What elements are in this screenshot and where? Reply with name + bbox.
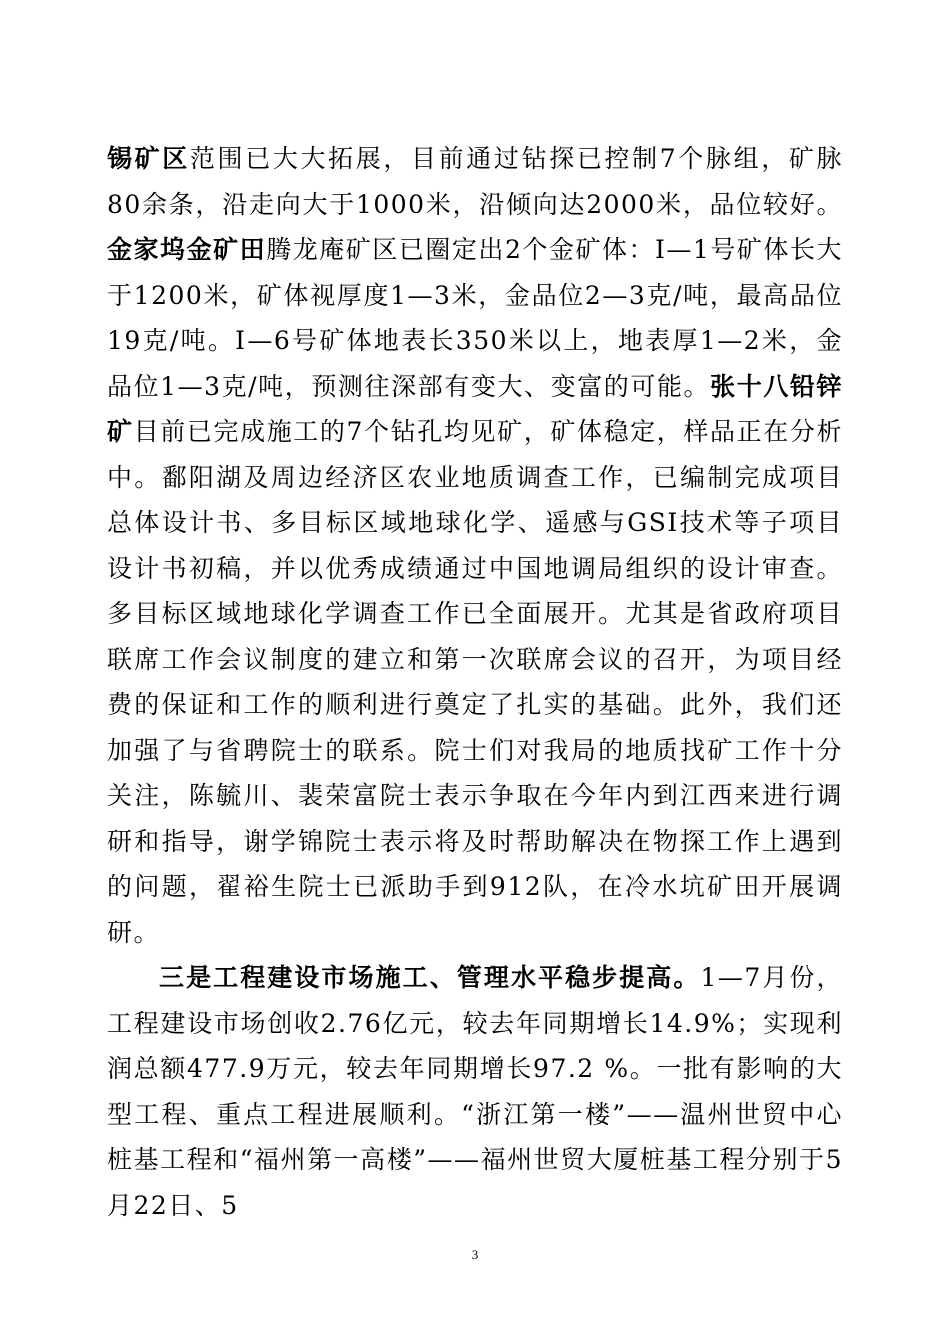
text-gold-field-details: 腾龙庵矿区已圈定出2个金矿体：Ⅰ—1号矿体长大于1200米，矿体视厚度1—3米，金品位2—3克/吨，最高品位19克/吨。Ⅰ—6号矿体地表长350米以上，地表厚1—2米，金品位1—3克/吨，预测往深部有变大、变富的可能。 xyxy=(107,235,843,401)
heading-engineering-construction: 三是工程建设市场施工、管理水平稳步提高。 xyxy=(159,963,701,992)
heading-jinjiawu-gold-field: 金家坞金矿田 xyxy=(107,235,267,264)
document-body xyxy=(107,136,843,1228)
paragraph-mineral-progress xyxy=(107,136,843,955)
text-tin-ore-details: 范围已大大拓展，目前通过钻探已控制7个脉组，矿脉80余条，沿走向大于1000米，沿倾向达2000米，品位较好。 xyxy=(107,144,843,219)
text-lead-zinc-and-survey: 目前已完成施工的7个钻孔均见矿，矿体稳定，样品正在分析中。鄱阳湖及周边经济区农业地质调查工作，已编制完成项目总体设计书、多目标区域地球化学、遥感与GSI技术等子项目设计书初稿，并以优秀成绩通过中国地调局组织的设计审查。多目标区域地球化学调查工作已全面展开。尤其是省政府项目联席工作会议制度的建立和第一次联席会议的召开，为项目经费的保证和工作的顺利进行奠定了扎实的基础。此外，我们还加强了与省聘院士的联系。院士们对我局的地质找矿工作十分关注，陈毓川、裴荣富院士表示争取在今年内到江西来进行调研和指导，谢学锦院士表示将及时帮助解决在物探工作上遇到的问题，翟裕生院士已派助手到912队，在冷水坑矿田开展调研。 xyxy=(107,417,843,947)
paragraph-engineering-market xyxy=(107,955,843,1228)
heading-tin-ore-district: 锡矿区 xyxy=(107,144,190,173)
heading-zhangshiba-lead-zinc: 张十八铅锌矿 xyxy=(107,371,843,446)
text-engineering-details: 1—7月份，工程建设市场创收2.76亿元，较去年同期增长14.9%；实现利润总额477.9万元，较去年同期增长97.2 %。一批有影响的大型工程、重点工程进展顺利。“浙江第一楼”——温州世贸中心桩基工程和“福州第一高楼”——福州世贸大厦桩基工程分别于5月22日、5 xyxy=(107,963,843,1220)
page-number: 3 xyxy=(471,1247,479,1262)
